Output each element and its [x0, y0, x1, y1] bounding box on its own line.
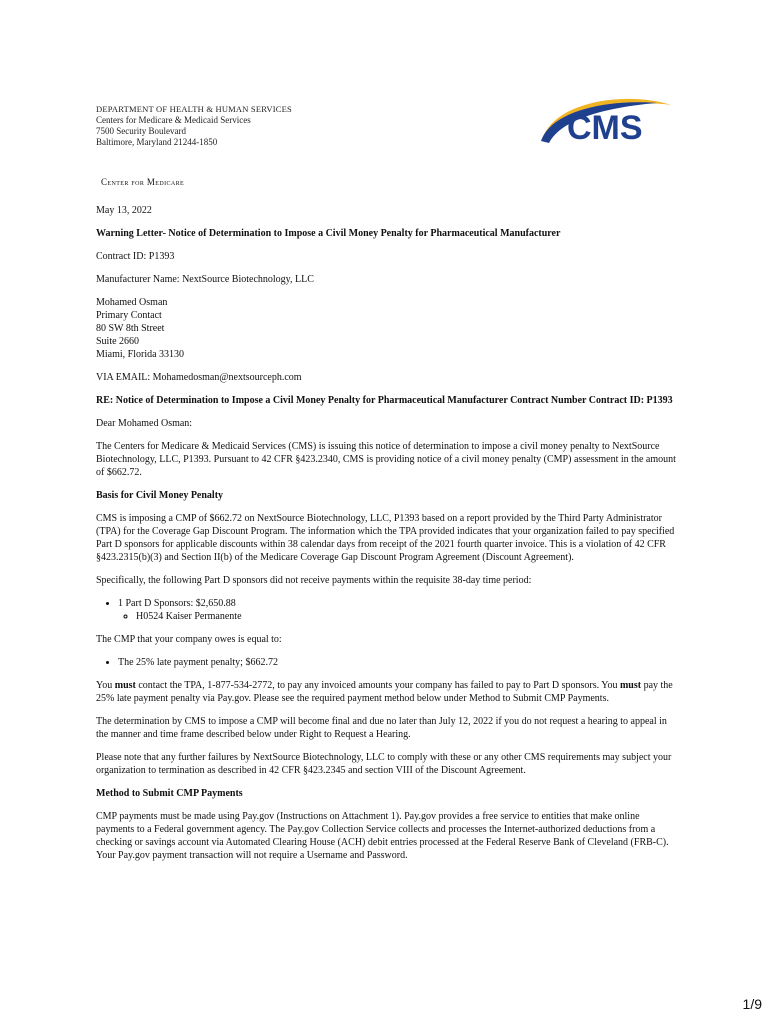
paragraph: The Centers for Medicare & Medicaid Services (CMS) is issuing this notice of determination to impose a civil money penalty to NextSource Biotechnology, LLC, P1393. Pursuant to 42 CFR §423.2340, CMS is providing notice of a civil money penalty (CMP) assessment in the amount of $662.72.: [96, 441, 676, 478]
agency-header: [96, 104, 292, 148]
address-line: Mohamed Osman: [96, 297, 168, 308]
list-item: [118, 597, 678, 623]
list-item: ◦ H0524 Kaiser Permanente: [136, 610, 678, 623]
emphasis: must: [619, 680, 642, 691]
logo-text: CMS: [567, 109, 643, 147]
page-number: 1/9: [742, 996, 762, 1012]
list-item-text: 1 Part D Sponsors: $2,650.88: [118, 598, 236, 609]
via-email: VIA EMAIL: Mohamedosman@nextsourceph.com: [96, 372, 302, 383]
emphasis: must: [114, 680, 136, 691]
text-run: You: [96, 680, 115, 691]
header-line: Baltimore, Maryland 21244-1850: [96, 137, 218, 147]
section-heading: Method to Submit CMP Payments: [96, 788, 243, 799]
text-run: pay the 25% late payment penalty via Pay.gov. Please see the required payment method below under Method to Submit CMP Payments.: [96, 680, 673, 704]
department-name: DEPARTMENT OF HEALTH & HUMAN SERVICES: [96, 104, 292, 114]
paragraph: The CMP that your company owes is equal to:: [96, 634, 282, 645]
paragraph: [96, 679, 678, 705]
section-heading: Basis for Civil Money Penalty: [96, 490, 224, 501]
address-line: Primary Contact: [96, 310, 162, 321]
header-line: Centers for Medicare & Medicaid Services: [96, 115, 251, 125]
salutation: Dear Mohamed Osman:: [96, 418, 193, 429]
paragraph: CMS is imposing a CMP of $662.72 on NextSource Biotechnology, LLC, P1393 based on a report provided by the Third Party Administrator (TPA) for the Coverage Gap Discount Program. The information which the TPA provided indicates that your organization failed to pay specified Part D sponsors for applicable discounts within 38 calendar days from receipt of the 2021 fourth quarter invoice. This is a violation of 42 CFR §423.2315(b)(3) and Section II(b) of the Medicare Coverage Gap Discount Program Agreement (Discount Agreement).: [96, 513, 675, 563]
manufacturer-name: Manufacturer Name: NextSource Biotechnology, LLC: [96, 274, 314, 285]
list-item: • The 25% late payment penalty; $662.72: [118, 656, 678, 669]
sponsor-sublist: [118, 610, 678, 623]
recipient-address: [96, 296, 678, 361]
contract-id: Contract ID: P1393: [96, 251, 175, 262]
text-run: contact the TPA, 1-877-534-2772, to pay any invoiced amounts your company has failed to pay to Part D sponsors. You: [135, 680, 620, 691]
paragraph: Specifically, the following Part D sponsors did not receive payments within the requisite 38-day time period:: [96, 575, 532, 586]
address-line: Suite 2660: [96, 336, 140, 347]
address-line: 80 SW 8th Street: [96, 323, 165, 334]
center-title: Center for Medicare: [101, 177, 185, 187]
letter-subject: Warning Letter- Notice of Determination to Impose a Civil Money Penalty for Pharmaceutical Manufacturer: [96, 228, 561, 239]
sponsor-list: [96, 597, 678, 623]
penalty-list: [96, 656, 678, 669]
letter-date: May 13, 2022: [96, 205, 152, 216]
re-line: RE: Notice of Determination to Impose a Civil Money Penalty for Pharmaceutical Manufacturer Contract Number Contract ID: P1393: [96, 395, 673, 406]
paragraph: The determination by CMS to impose a CMP will become final and due no later than July 12, 2022 if you do not request a hearing to appeal in the manner and time frame described below under Right to Request a Hearing.: [96, 716, 667, 740]
letter-body: [96, 204, 678, 872]
address-line: Miami, Florida 33130: [96, 349, 185, 360]
header-line: 7500 Security Boulevard: [96, 126, 186, 136]
cms-logo: [537, 93, 673, 151]
paragraph: CMP payments must be made using Pay.gov (Instructions on Attachment 1). Pay.gov provides a free service to entities that make online payments to a Federal government agency. The Pay.gov Collection Service collects and processes the Internet-authorized deductions from a checking or savings account via Automated Clearing House (ACH) debit entries processed at the Federal Reserve Bank of Cleveland (FRB-C). Your Pay.gov payment transaction will not require a Username and Password.: [96, 811, 669, 861]
paragraph: Please note that any further failures by NextSource Biotechnology, LLC to comply with these or any other CMS requirements may subject your organization to termination as described in 42 CFR §423.2345 and section VIII of the Discount Agreement.: [96, 752, 672, 776]
